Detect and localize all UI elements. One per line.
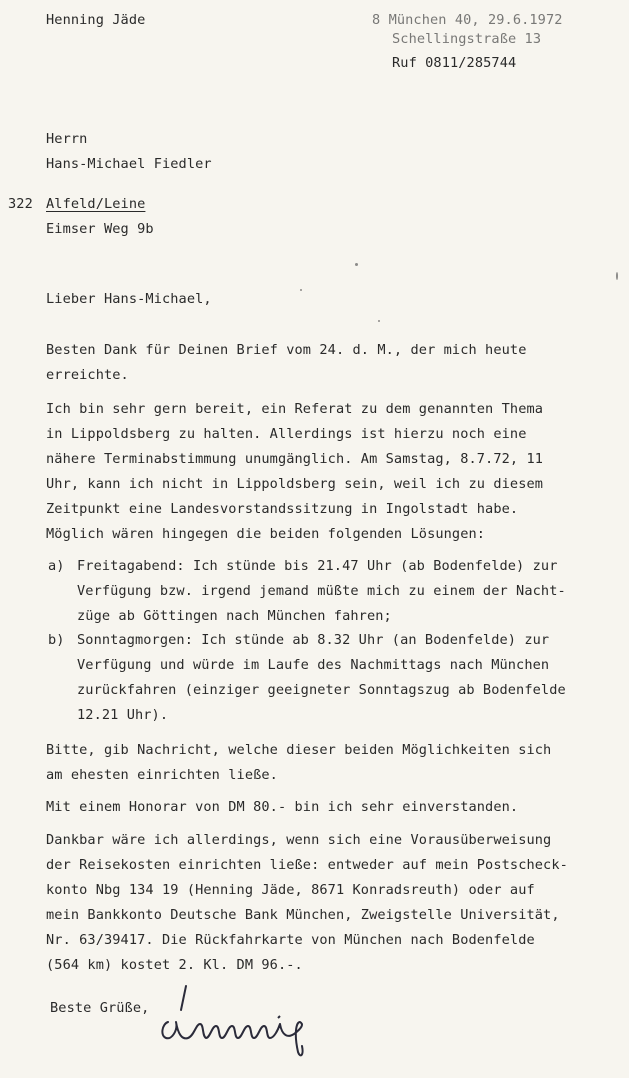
paragraph-line: Nr. 63/39417. Die Rückfahrkarte von München nach Bodenfelde	[46, 932, 535, 948]
closing: Beste Grüße,	[50, 1000, 150, 1016]
paragraph-line: konto Nbg 134 19 (Henning Jäde, 8671 Konradsreuth) oder auf	[46, 882, 535, 898]
option-b-line: Verfügung und würde im Laufe des Nachmittags nach München	[77, 657, 550, 673]
recipient-city: Alfeld/Leine	[46, 196, 146, 212]
paragraph-line: Dankbar wäre ich allerdings, wenn sich eine Vorausüberweisung	[46, 832, 552, 848]
option-b-line: zurückfahren (einziger geeigneter Sonntagszug ab Bodenfelde	[77, 682, 566, 698]
paragraph-line: (564 km) kostet 2. Kl. DM 96.-.	[46, 957, 303, 973]
signature-image	[148, 980, 348, 1060]
paragraph-line: Besten Dank für Deinen Brief vom 24. d. M., der mich heute	[46, 342, 527, 358]
option-a-line: züge ab Göttingen nach München fahren;	[77, 608, 392, 624]
recipient-postcode: 322	[8, 196, 33, 212]
paragraph-line: der Reisekosten einrichten ließe: entweder auf mein Postscheck-	[46, 857, 568, 873]
paragraph-line: erreichte.	[46, 367, 129, 383]
recipient-street: Eimser Weg 9b	[46, 221, 154, 237]
paragraph-line: Ich bin sehr gern bereit, ein Referat zu dem genannten Thema	[46, 401, 544, 417]
paper-speck	[355, 263, 358, 266]
sender-phone: Ruf 0811/285744	[392, 55, 517, 71]
option-b-line: Sonntagmorgen: Ich stünde ab 8.32 Uhr (an Bodenfelde) zur	[77, 632, 550, 648]
paragraph-line: Bitte, gib Nachricht, welche dieser beiden Möglichkeiten sich	[46, 742, 552, 758]
recipient-name: Hans-Michael Fiedler	[46, 156, 212, 172]
paragraph-line: Möglich wären hingegen die beiden folgenden Lösungen:	[46, 526, 486, 542]
option-a-marker: a)	[48, 558, 65, 574]
option-a-line: Freitagabend: Ich stünde bis 21.47 Uhr (ab Bodenfelde) zur	[77, 558, 558, 574]
paper-speck	[300, 289, 302, 291]
paper-speck	[616, 272, 618, 280]
paragraph-line: Mit einem Honorar von DM 80.- bin ich sehr einverstanden.	[46, 799, 519, 815]
paragraph-line: Uhr, kann ich nicht in Lippoldsberg sein, weil ich zu diesem	[46, 476, 544, 492]
paragraph-line: in Lippoldsberg zu halten. Allerdings ist hierzu noch eine	[46, 426, 527, 442]
paragraph-line: mein Bankkonto Deutsche Bank München, Zweigstelle Universität,	[46, 907, 560, 923]
recipient-salutation: Herrn	[46, 131, 88, 147]
paper-speck	[378, 320, 380, 322]
sender-street: Schellingstraße 13	[392, 31, 542, 47]
sender-date-line: 8 München 40, 29.6.1972	[372, 12, 563, 28]
sender-name: Henning Jäde	[46, 12, 146, 28]
option-b-marker: b)	[48, 632, 65, 648]
paragraph-line: nähere Terminabstimmung unumgänglich. Am Samstag, 8.7.72, 11	[46, 451, 544, 467]
greeting: Lieber Hans-Michael,	[46, 291, 212, 307]
option-a-line: Verfügung bzw. irgend jemand müßte mich zu einem der Nacht-	[77, 583, 566, 599]
paragraph-line: am ehesten einrichten ließe.	[46, 767, 278, 783]
option-b-line: 12.21 Uhr).	[77, 707, 169, 723]
paragraph-line: Zeitpunkt eine Landesvorstandssitzung in Ingolstadt habe.	[46, 501, 519, 517]
